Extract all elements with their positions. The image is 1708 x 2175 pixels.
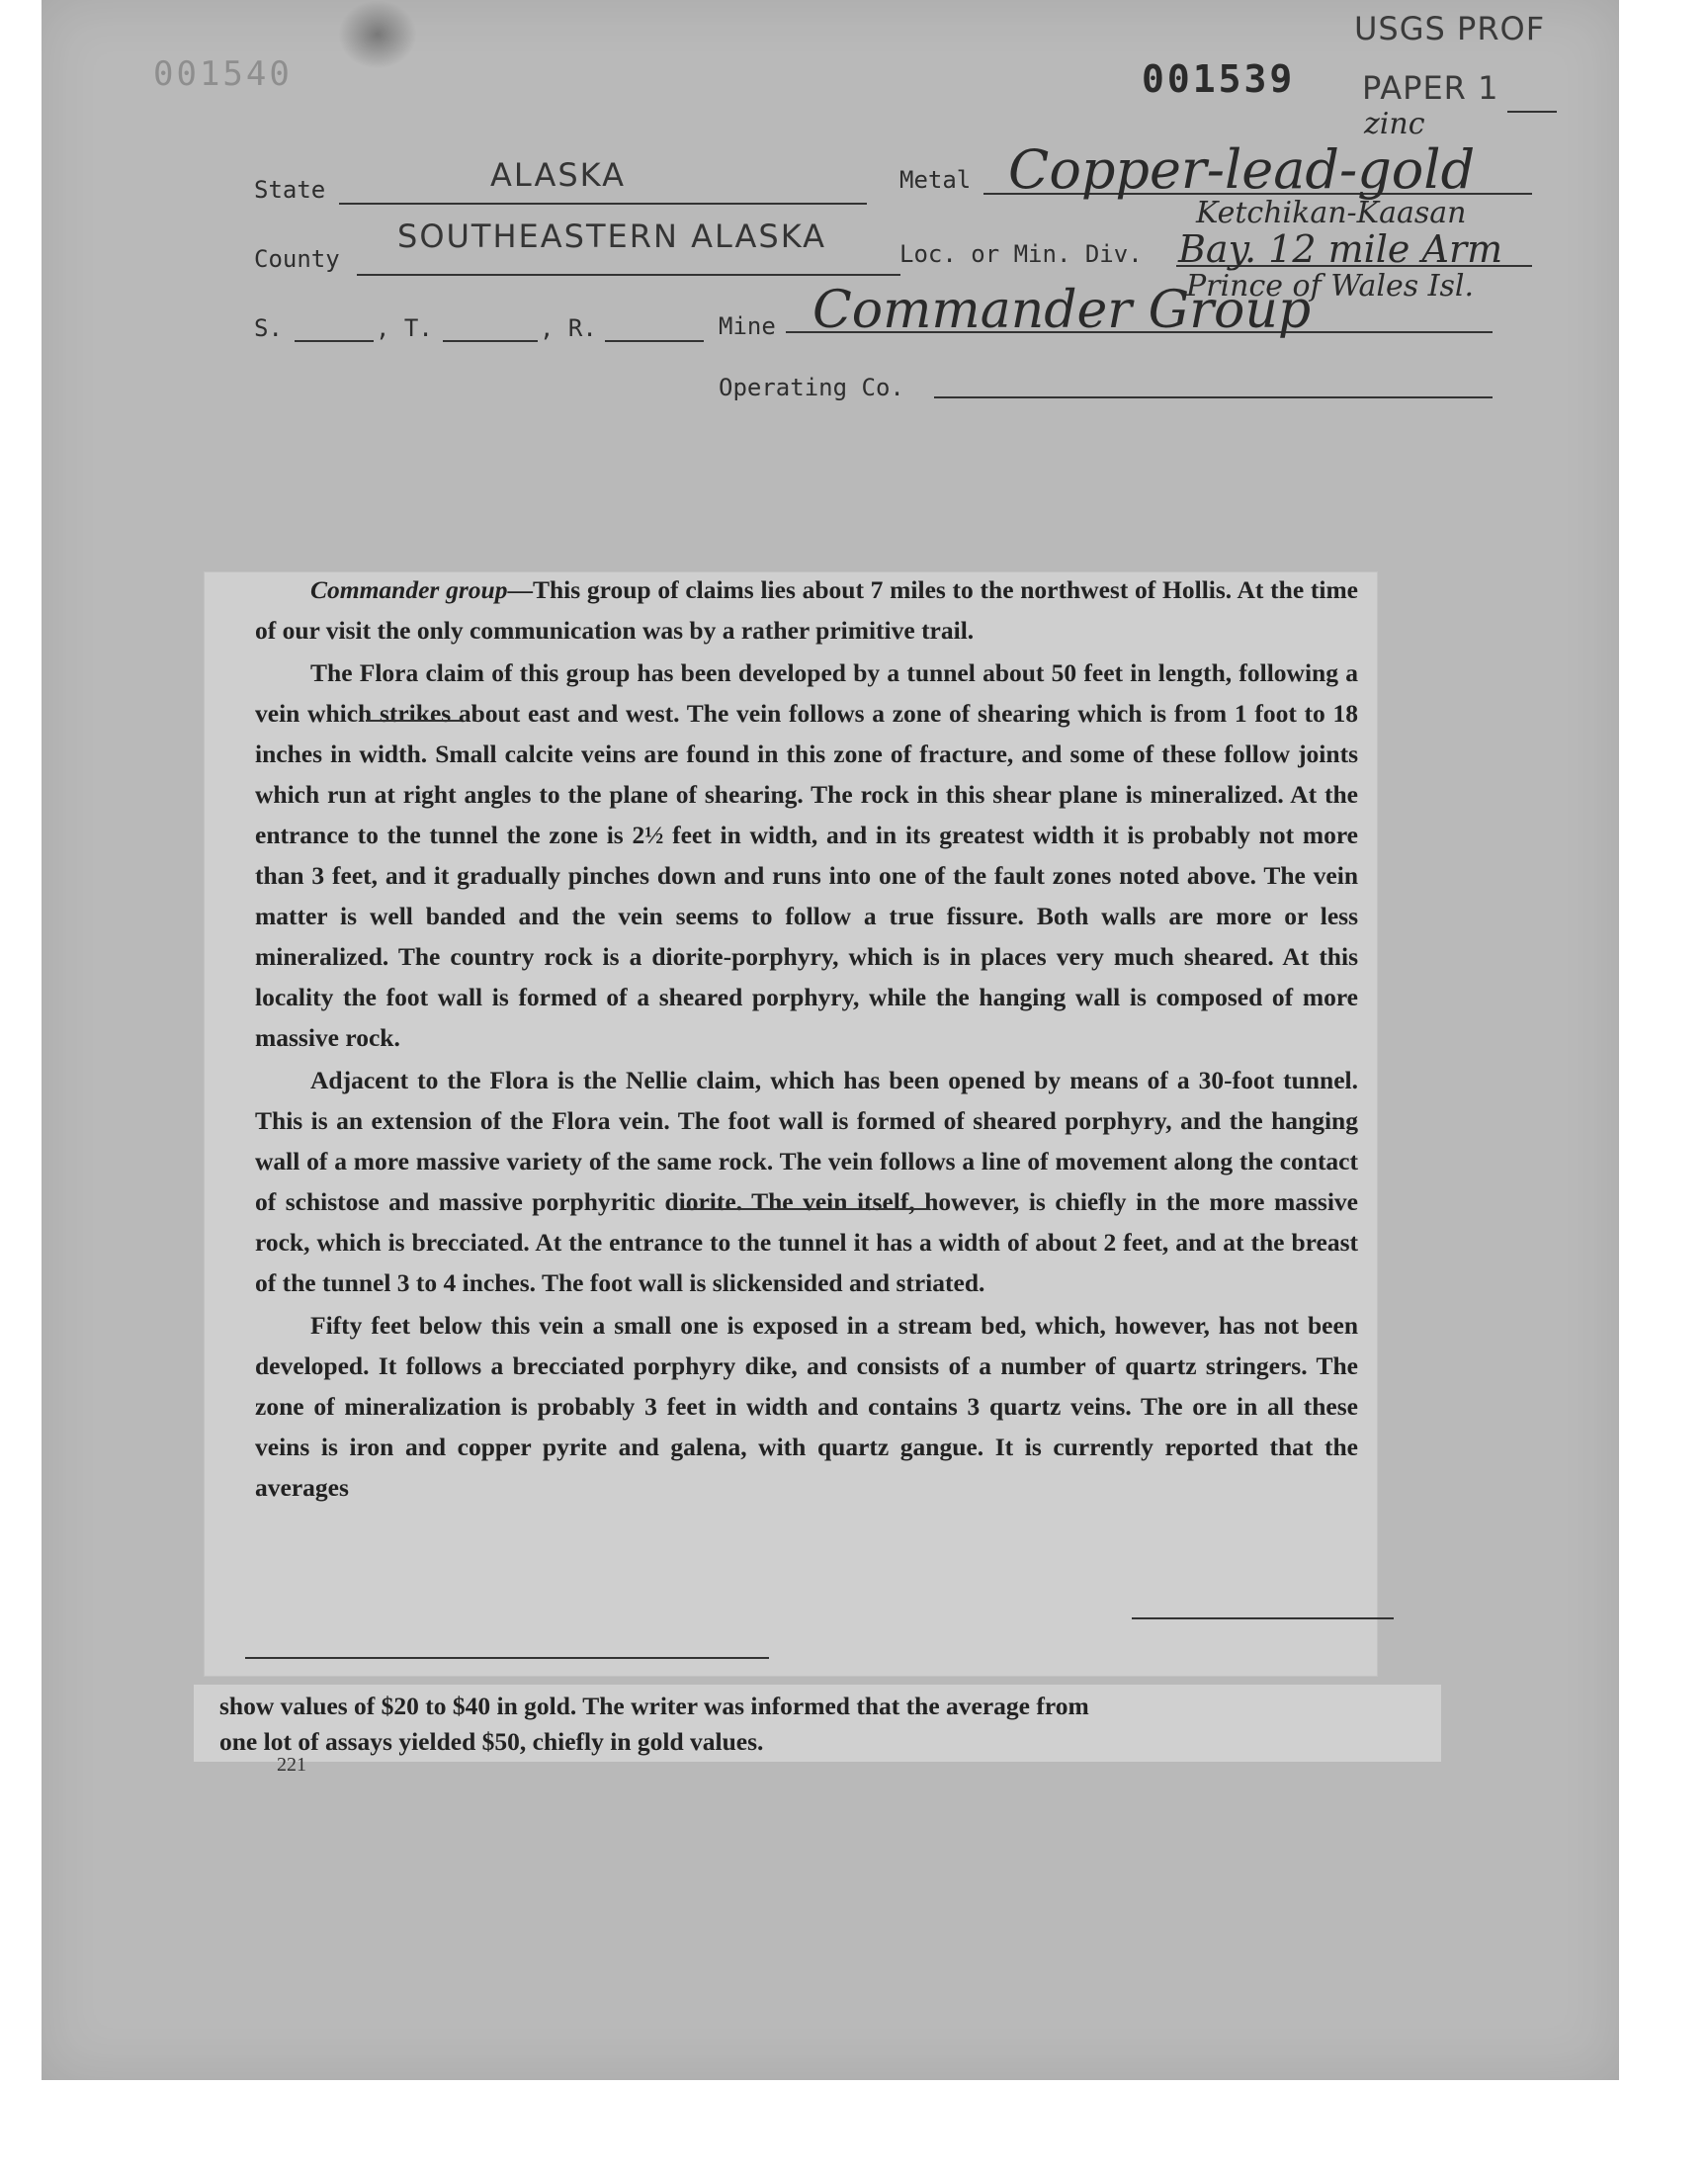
continuation-text	[219, 1689, 1386, 1760]
section-heading: Commander group	[310, 575, 508, 604]
state-line	[339, 203, 867, 205]
paragraph-nellie-claim: Adjacent to the Flora is the Nellie claim, which has been opened by means of a 30-foot tunnel. This is an extension of the Flora vein. The foot wall is formed of sheared porphyry, and the hanging wall of a more massive variety of the same rock. The vein follows a line of movement along the contact of schistose and massive porphyritic diorite. The vein itself, however, is chiefly in the more massive rock, which is brecciated. At the entrance to the tunnel it has a width of about 2 feet, and at the breast of the tunnel 3 to 4 inches. The foot wall is slickensided and striated.	[255, 1066, 1358, 1297]
paragraph-commander-group	[255, 569, 1358, 651]
mine-value: Commander Group	[812, 281, 1312, 340]
metal-label: Metal	[899, 166, 972, 194]
township-line	[443, 340, 538, 342]
state-value: ALASKA	[490, 156, 626, 194]
paper-underline	[1507, 111, 1557, 113]
range-line	[605, 340, 704, 342]
county-value: SOUTHEASTERN ALASKA	[397, 218, 827, 255]
paragraph-1-text: —This group of claims lies about 7 miles to the northwest of Hollis. At the time of our visit the only communication was by a rather primitive trail.	[255, 575, 1359, 645]
underline-ore-2	[245, 1657, 769, 1659]
paragraph-stream-vein: Fifty feet below this vein a small one is exposed in a stream bed, which, however, has not been developed. It follows a brecciated porphyry dike, and consists of a number of quartz stringers. The zone of mineralization is probably 3 feet in width and contains 3 quartz veins. The ore in all these veins is iron and copper pyrite and galena, with quartz gangue. It is currently reported that the averages	[255, 1311, 1358, 1502]
state-label: State	[254, 176, 326, 204]
continuation-line-2: one lot of assays yielded $50, chiefly in gold values.	[219, 1727, 764, 1756]
usgs-prof-label: USGS PROF	[1354, 10, 1546, 47]
underline-ore-1	[1132, 1617, 1394, 1619]
section-label: S.	[254, 314, 283, 342]
operating-label: Operating Co.	[719, 374, 904, 401]
report-body	[255, 569, 1358, 1508]
county-line	[357, 274, 900, 276]
metal-insert: zinc	[1364, 107, 1425, 141]
underline-nellie	[682, 1208, 929, 1210]
loc-value-top: Ketchikan-Kaasan	[1196, 196, 1467, 230]
county-label: County	[254, 245, 340, 273]
faint-record-number: 001540	[153, 54, 293, 94]
paragraph-flora-claim: The Flora claim of this group has been developed by a tunnel about 50 feet in length, following a vein which strikes about east and west. The vein follows a zone of shearing which is from 1 foot to 18 inches in width. Small calcite veins are found in this zone of fracture, and some of these follow joints which run at right angles to the plane of shearing. The rock in this shear plane is mineralized. At the entrance to the tunnel the zone is 2½ feet in width, and in its greatest width it is probably not more than 3 feet, and it gradually pinches down and runs into one of the fault zones noted above. The vein matter is well banded and the vein seems to follow a true fissure. Both walls are more or less mineralized. The country rock is a diorite-porphyry, which is in places very much sheared. At this locality the foot wall is formed of a sheared porphyry, while the hanging wall is composed of more massive rock.	[255, 658, 1358, 1052]
loc-value-bottom: Prince of Wales Isl.	[1186, 269, 1475, 304]
loc-label: Loc. or Min. Div.	[899, 240, 1143, 268]
operating-line	[934, 396, 1493, 398]
underline-flora	[366, 720, 461, 722]
stamped-record-number: 001539	[1142, 57, 1296, 101]
paper-label: PAPER 1	[1362, 69, 1499, 107]
range-label: , R.	[540, 314, 597, 342]
smudge-mark	[338, 0, 417, 69]
page-number: 221	[277, 1754, 306, 1776]
metal-value: Copper-lead-gold	[1008, 138, 1476, 201]
township-label: , T.	[376, 314, 433, 342]
loc-value: Bay. 12 mile Arm	[1178, 227, 1503, 271]
continuation-line-1: show values of $20 to $40 in gold. The writer was informed that the average from	[219, 1692, 1089, 1720]
mine-label: Mine	[719, 312, 776, 340]
section-line	[295, 340, 374, 342]
